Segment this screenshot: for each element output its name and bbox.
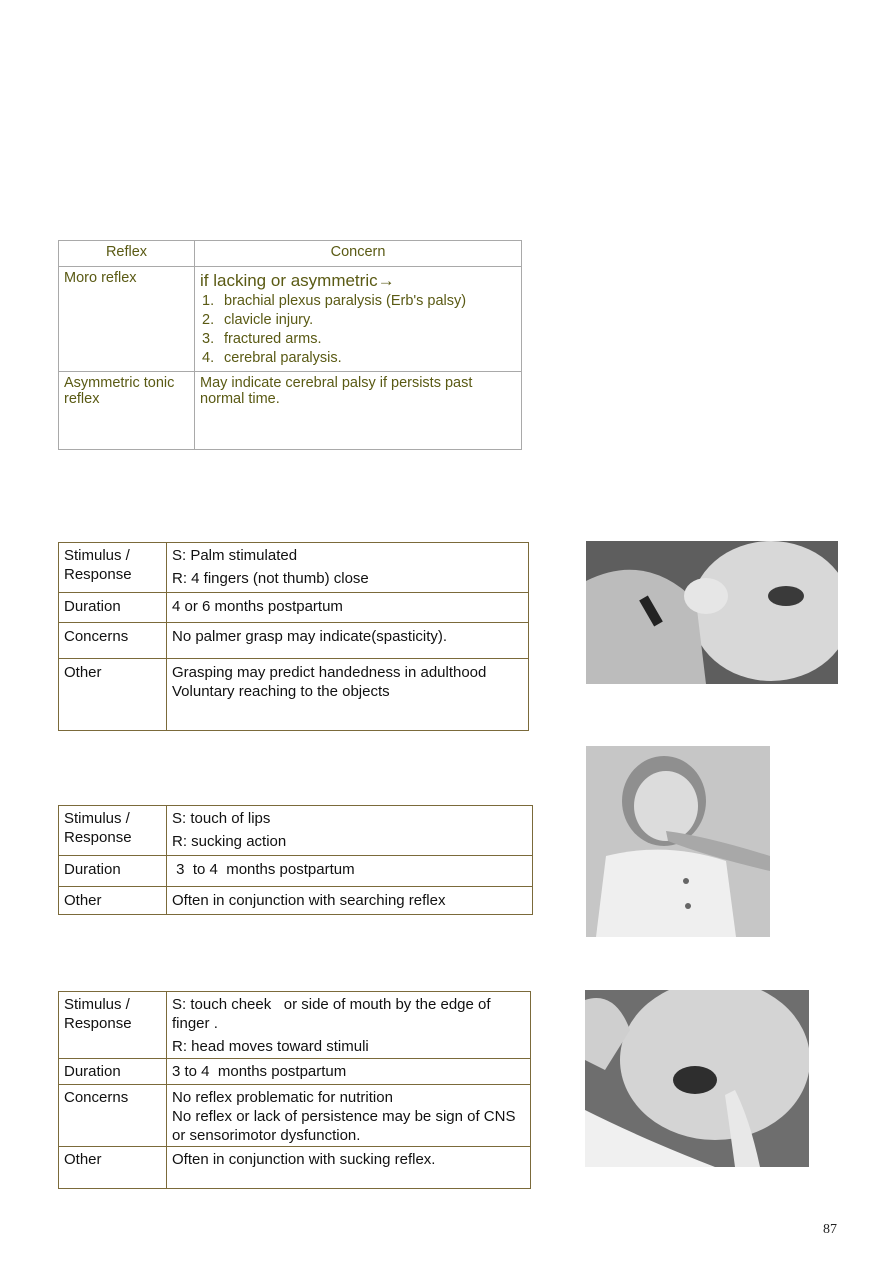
concerns-label: Concerns [59, 623, 167, 659]
other-label: Other [59, 1147, 167, 1189]
moro-item-1: 1. brachial plexus paralysis (Erb's palsy) [202, 293, 467, 309]
page-number: 87 [823, 1222, 837, 1237]
concerns-value [167, 1085, 531, 1147]
stimulus-response-cell [167, 992, 531, 1059]
response-text: R: sucking action [172, 833, 287, 850]
other-line-2: Voluntary reaching to the objects [172, 683, 390, 700]
other-value: Often in conjunction with sucking reflex. [167, 1147, 531, 1189]
stimulus-label: Stimulus / Response [59, 543, 167, 593]
stimulus-text: S: touch of lips [172, 810, 271, 827]
moro-item-2: 2. clavicle injury. [202, 312, 314, 328]
other-value [167, 659, 529, 731]
other-label: Other [59, 887, 167, 915]
stimulus-response-cell [167, 806, 533, 856]
stimulus-label: Stimulus / Response [59, 992, 167, 1059]
response-text: R: 4 fingers (not thumb) close [172, 570, 369, 587]
other-label: Other [59, 659, 167, 731]
grasp-reflex-photo [586, 541, 838, 684]
duration-label: Duration [59, 593, 167, 623]
atnr-reflex-cell: Asymmetric tonic reflex [59, 372, 195, 450]
rooting-reflex-photo [585, 990, 809, 1167]
stimulus-text: S: Palm stimulated [172, 547, 298, 564]
sucking-reflex-photo [586, 746, 770, 937]
moro-item-4: 4. cerebral paralysis. [202, 350, 342, 366]
stimulus-label: Stimulus / Response [59, 806, 167, 856]
atnr-concern-cell: May indicate cerebral palsy if persists past normal time. [195, 372, 522, 450]
duration-label: Duration [59, 856, 167, 887]
duration-value: 4 or 6 months postpartum [167, 593, 529, 623]
grasp-reflex-table [58, 542, 529, 731]
stimulus-response-cell [167, 543, 529, 593]
reflex-concern-table [58, 240, 522, 450]
response-text: R: head moves toward stimuli [172, 1038, 369, 1055]
moro-reflex-cell: Moro reflex [59, 267, 195, 372]
concerns-label: Concerns [59, 1085, 167, 1147]
stimulus-text: S: touch cheek or side of mouth by the edge of finger . [172, 996, 495, 1032]
moro-concern-cell [195, 267, 522, 372]
header-concern: Concern [195, 241, 522, 267]
duration-value: 3 to 4 months postpartum [167, 1059, 531, 1085]
moro-concern-lead: if lacking or asymmetric→ [200, 271, 395, 290]
header-reflex: Reflex [59, 241, 195, 267]
rooting-reflex-table [58, 991, 531, 1189]
moro-item-3: 3. fractured arms. [202, 331, 322, 347]
sucking-reflex-table [58, 805, 533, 915]
concerns-line-2: No reflex or lack of persistence may be sign of CNS or sensorimotor dysfunction. [172, 1108, 516, 1144]
duration-label: Duration [59, 1059, 167, 1085]
other-value: Often in conjunction with searching reflex [167, 887, 533, 915]
concerns-value: No palmer grasp may indicate(spasticity). [167, 623, 529, 659]
other-line-1: Grasping may predict handedness in adulthood [172, 664, 487, 681]
concerns-line-1: No reflex problematic for nutrition [172, 1089, 393, 1106]
duration-value: 3 to 4 months postpartum [167, 856, 533, 887]
